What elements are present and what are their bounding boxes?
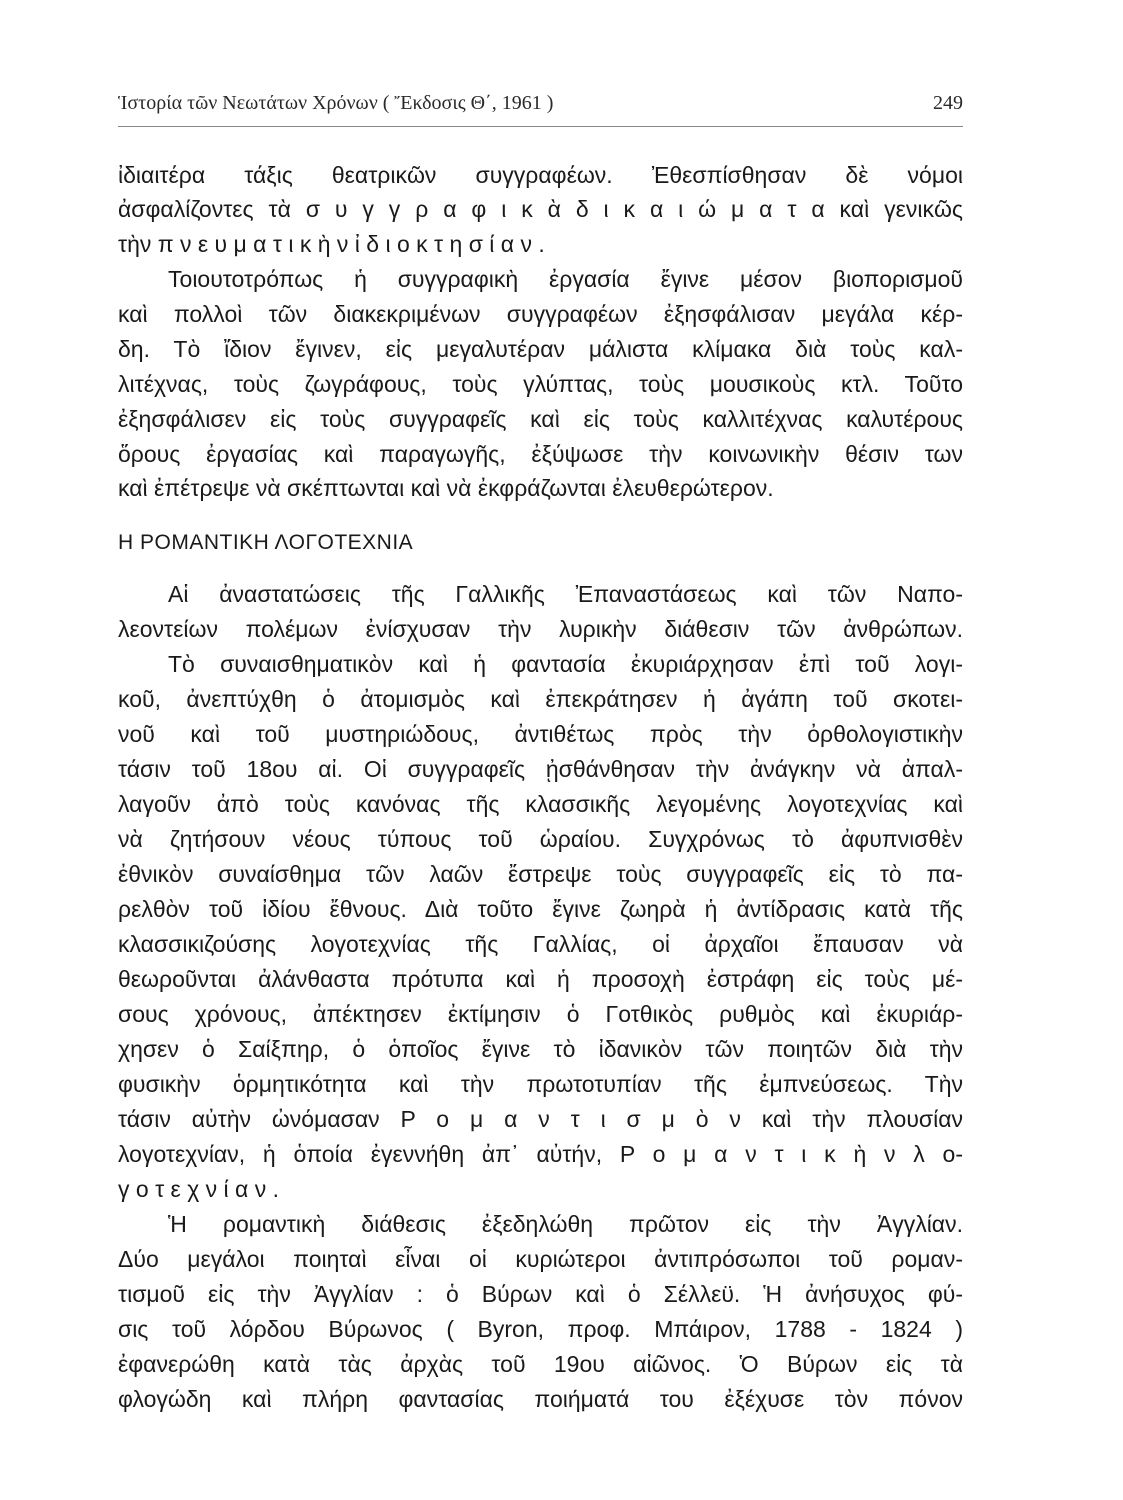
section-heading: Η ΡΟΜΑΝΤΙΚΗ ΛΟΓΟΤΕΧΝΙΑ [118, 531, 414, 554]
text-line: ἰδιαιτέρα τάξις θεατρικῶν συγγραφέων. Ἐθεσπίσθησαν δὲ νόμοι [118, 162, 963, 188]
text-line: γ ο τ ε χ ν ί α ν . [118, 1176, 280, 1202]
text-line: Δύο μεγάλοι ποιηταὶ εἶναι οἱ κυριώτεροι ἀντιπρόσωποι τοῦ ρομαν- [118, 1246, 963, 1272]
text-line: νὰ ζητήσουν νέους τύπους τοῦ ὡραίου. Συγχρόνως τὸ ἀφυπνισθὲν [118, 826, 963, 852]
header-title: Ἱστορία τῶν Νεωτάτων Χρόνων ( Ἔκδοσις Θ΄, 1961 ) [118, 92, 554, 114]
text-line: σους χρόνους, ἀπέκτησεν ἐκτίμησιν ὁ Γοτθικὸς ρυθμὸς καὶ ἐκυριάρ- [118, 1001, 963, 1027]
text-line: λεοντείων πολέμων ἐνίσχυσαν τὴν λυρικὴν διάθεσιν τῶν ἀνθρώπων. [118, 616, 963, 642]
text-line: θεωροῦνται ἀλάνθαστα πρότυπα καὶ ἡ προσοχὴ ἐστράφη εἰς τοὺς μέ- [118, 966, 963, 992]
text-line: Τὸ συναισθηματικὸν καὶ ἡ φαντασία ἐκυριάρχησαν ἐπὶ τοῦ λογι- [168, 651, 963, 677]
text-line: τὴν π ν ε υ μ α τ ι κ ὴ ν ἰ δ ι ο κ τ η σ ί α ν . [118, 231, 545, 257]
text-line: φυσικὴν ὁρμητικότητα καὶ τὴν πρωτοτυπίαν τῆς ἐμπνεύσεως. Τὴν [118, 1071, 963, 1097]
text-line: φλογώδη καὶ πλήρη φαντασίας ποιήματά του ἐξέχυσε τὸν πόνον [118, 1386, 963, 1412]
text-line: καὶ πολλοὶ τῶν διακεκριμένων συγγραφέων ἐξησφάλισαν μεγάλα κέρ- [118, 301, 963, 327]
text-line: δη. Τὸ ἴδιον ἔγινεν, εἰς μεγαλυτέραν μάλιστα κλίμακα διὰ τοὺς καλ- [118, 336, 963, 362]
text-line: σις τοῦ λόρδου Βύρωνος ( Byron, προφ. Μπάιρον, 1788 - 1824 ) [118, 1316, 963, 1342]
text-line: ἐξησφάλισεν εἰς τοὺς συγγραφεῖς καὶ εἰς τοὺς καλλιτέχνας καλυτέρους [118, 406, 963, 432]
page-number: 249 [933, 92, 963, 114]
running-header [118, 92, 963, 122]
text-line: κλασσικιζούσης λογοτεχνίας τῆς Γαλλίας, οἱ ἀρχαῖοι ἔπαυσαν νὰ [118, 931, 963, 957]
text-line: χησεν ὁ Σαίξπηρ, ὁ ὁποῖος ἔγινε τὸ ἰδανικὸν τῶν ποιητῶν διὰ τὴν [118, 1036, 963, 1062]
text-line: καὶ ἐπέτρεψε νὰ σκέπτωνται καὶ νὰ ἐκφράζωνται ἐλευθερώτερον. [118, 475, 774, 501]
text-line: λιτέχνας, τοὺς ζωγράφους, τοὺς γλύπτας, τοὺς μουσικοὺς κτλ. Τοῦτο [118, 371, 963, 397]
text-line: ὅρους ἐργασίας καὶ παραγωγῆς, ἐξύψωσε τὴν κοινωνικὴν θέσιν των [118, 441, 963, 467]
text-line: κοῦ, ἀνεπτύχθη ὁ ἀτομισμὸς καὶ ἐπεκράτησεν ἡ ἀγάπη τοῦ σκοτει- [118, 686, 963, 712]
header-rule [118, 126, 963, 127]
text-line: ἀσφαλίζοντες τὰ σ υ γ γ ρ α φ ι κ ὰ δ ι κ α ι ώ μ α τ α καὶ γενικῶς [118, 196, 963, 222]
text-line: ἐφανερώθη κατὰ τὰς ἀρχὰς τοῦ 19ου αἰῶνος. Ὁ Βύρων εἰς τὰ [118, 1351, 963, 1377]
text-line: νοῦ καὶ τοῦ μυστηριώδους, ἀντιθέτως πρὸς τὴν ὀρθολογιστικὴν [118, 721, 963, 747]
text-line: ρελθὸν τοῦ ἰδίου ἔθνους. Διὰ τοῦτο ἔγινε ζωηρὰ ἡ ἀντίδρασις κατὰ τῆς [118, 896, 963, 922]
text-line: Ἡ ρομαντικὴ διάθεσις ἐξεδηλώθη πρῶτον εἰς τὴν Ἀγγλίαν. [168, 1211, 963, 1237]
text-line: Τοιουτοτρόπως ἡ συγγραφικὴ ἐργασία ἔγινε μέσον βιοπορισμοῦ [168, 266, 963, 292]
text-line: τάσιν αὐτὴν ὠνόμασαν Ρ ο μ α ν τ ι σ μ ὸ ν καὶ τὴν πλουσίαν [118, 1106, 963, 1132]
text-line: ἐθνικὸν συναίσθημα τῶν λαῶν ἔστρεψε τοὺς συγγραφεῖς εἰς τὸ πα- [118, 861, 963, 887]
text-line: Αἱ ἀναστατώσεις τῆς Γαλλικῆς Ἐπαναστάσεως καὶ τῶν Ναπο- [168, 581, 963, 607]
text-line: τισμοῦ εἰς τὴν Ἀγγλίαν : ὁ Βύρων καὶ ὁ Σέλλεϋ. Ἡ ἀνήσυχος φύ- [118, 1281, 963, 1307]
text-line: λαγοῦν ἀπὸ τοὺς κανόνας τῆς κλασσικῆς λεγομένης λογοτεχνίας καὶ [118, 791, 963, 817]
text-line: λογοτεχνίαν, ἡ ὁποία ἐγεννήθη ἀπ᾿ αὐτήν, Ρ ο μ α ν τ ι κ ὴ ν λ ο- [118, 1141, 963, 1167]
text-line: τάσιν τοῦ 18ου αἰ. Οἱ συγγραφεῖς ᾐσθάνθησαν τὴν ἀνάγκην νὰ ἀπαλ- [118, 756, 963, 782]
